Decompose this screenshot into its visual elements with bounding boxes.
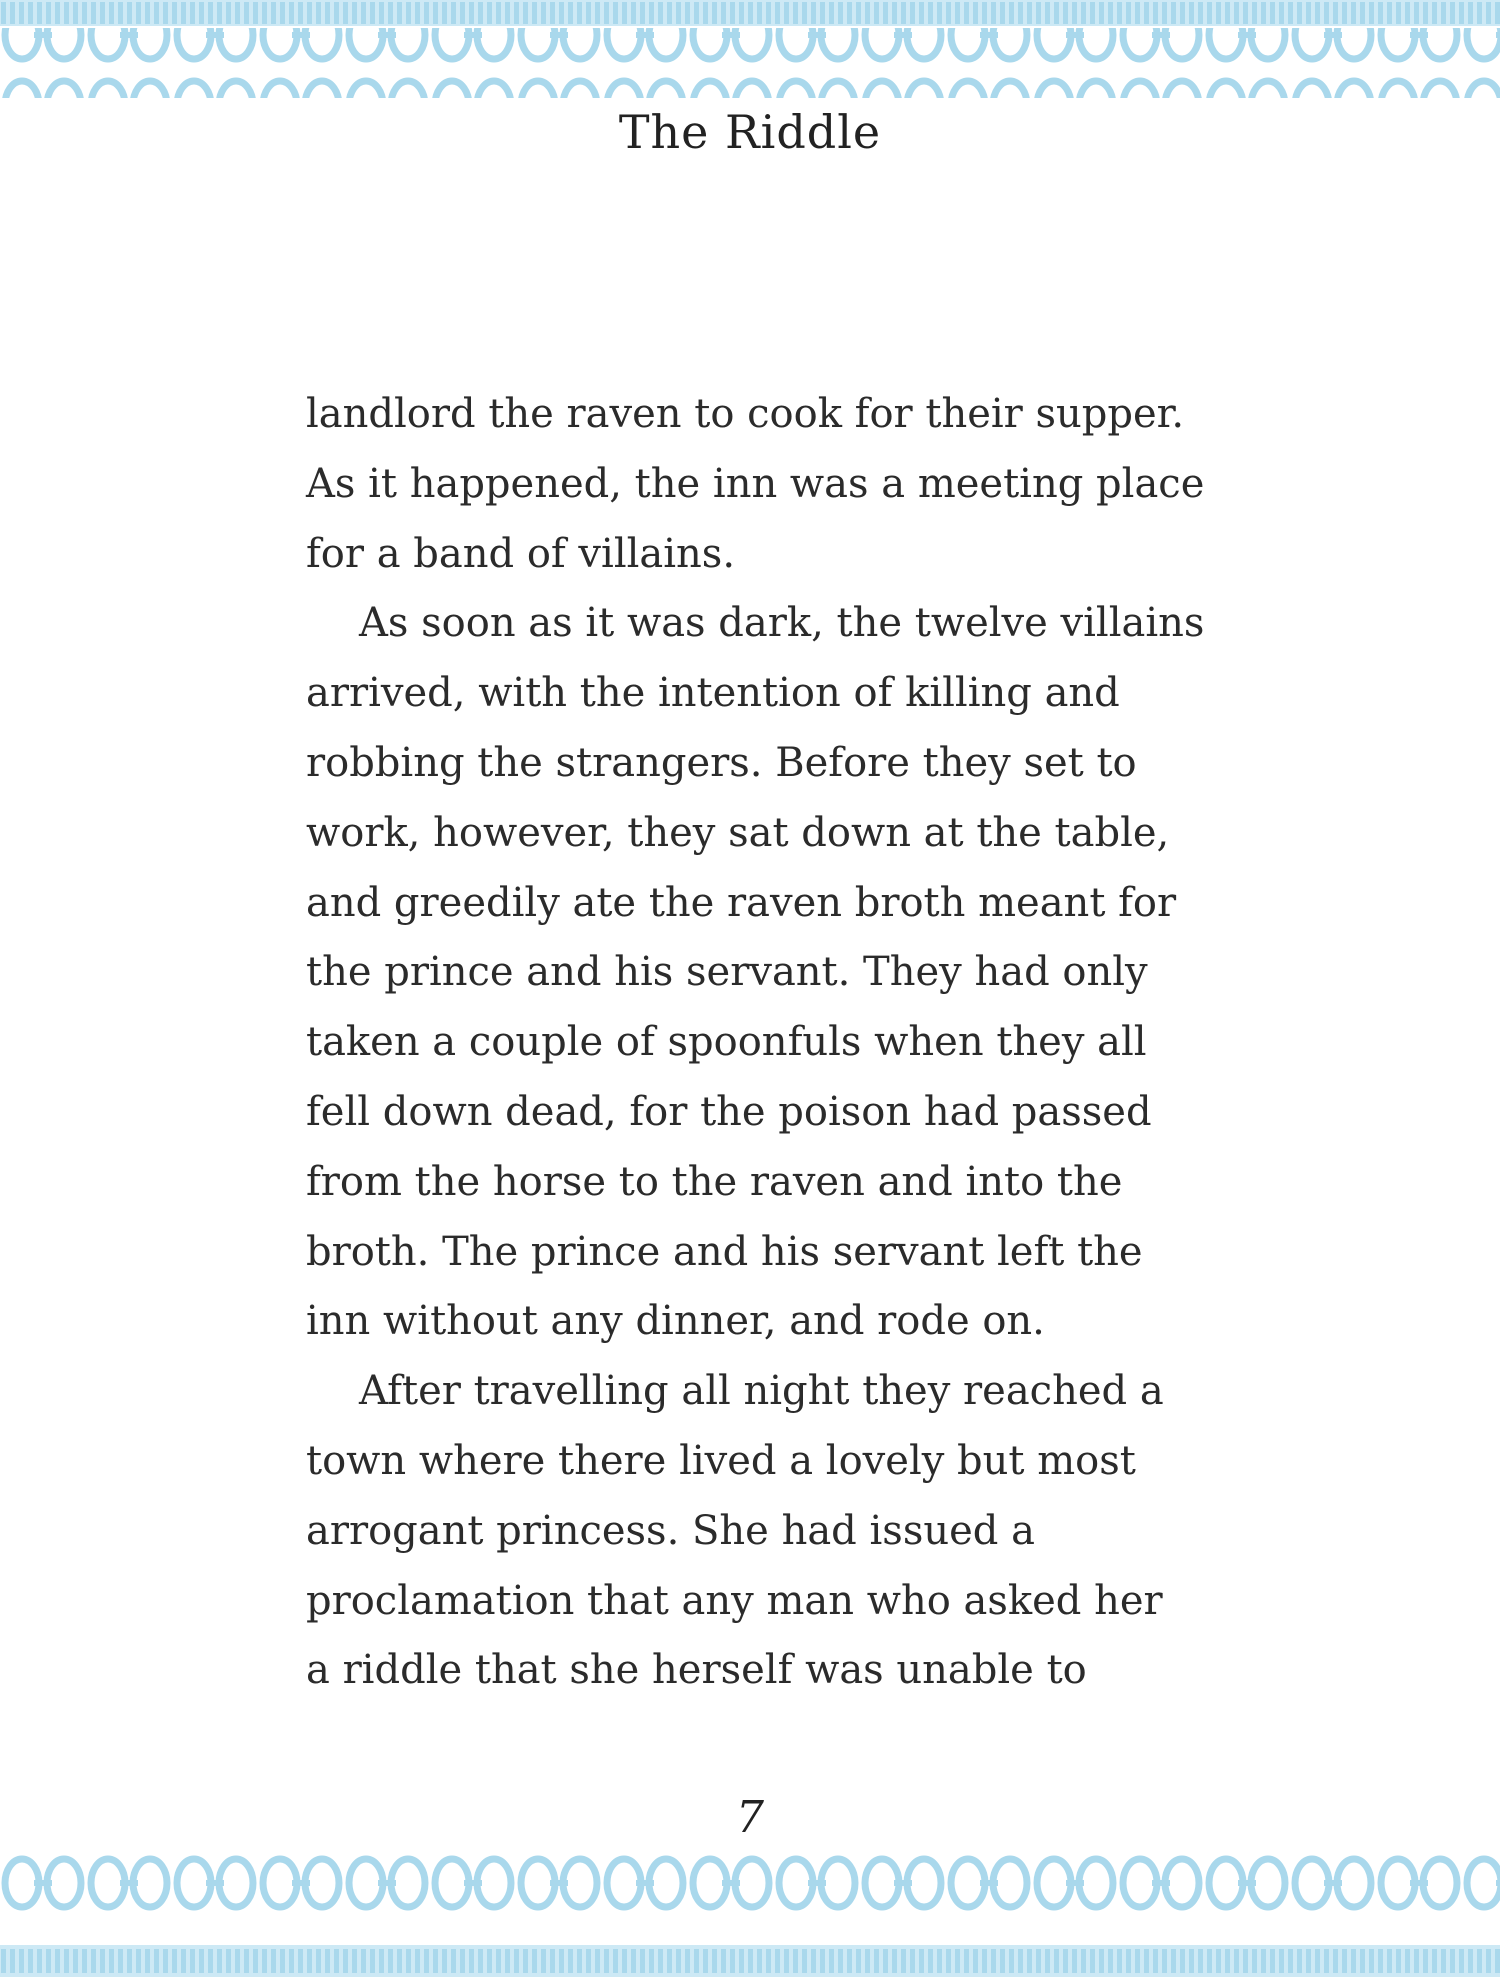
body-text — [306, 380, 1326, 1706]
decorative-border-bottom — [0, 1847, 1500, 1977]
decorative-border-top — [0, 0, 1500, 110]
page-title: The Riddle — [618, 105, 882, 159]
paragraph: landlord the raven to cook for their supper. As it happened, the inn was a meeting place for a band of villains. — [306, 391, 1205, 577]
paragraph: After travelling all night they reached a town where there lived a lovely but most arrogant princess. She had issued a proclamation that any man who asked her a riddle that she herself was unable to — [306, 1368, 1164, 1694]
page-number: 7 — [736, 1792, 764, 1843]
paragraph: As soon as it was dark, the twelve villains arrived, with the intention of killing and robbing the strangers. Before they set to work, however, they sat down at the table, and greedily ate the raven broth meant for the prince and his servant. They had only taken a couple of spoonfuls when they all fell down dead, for the poison had passed from the horse to the raven and into the broth. The prince and his servant left the inn without any dinner, and rode on. — [306, 600, 1205, 1345]
